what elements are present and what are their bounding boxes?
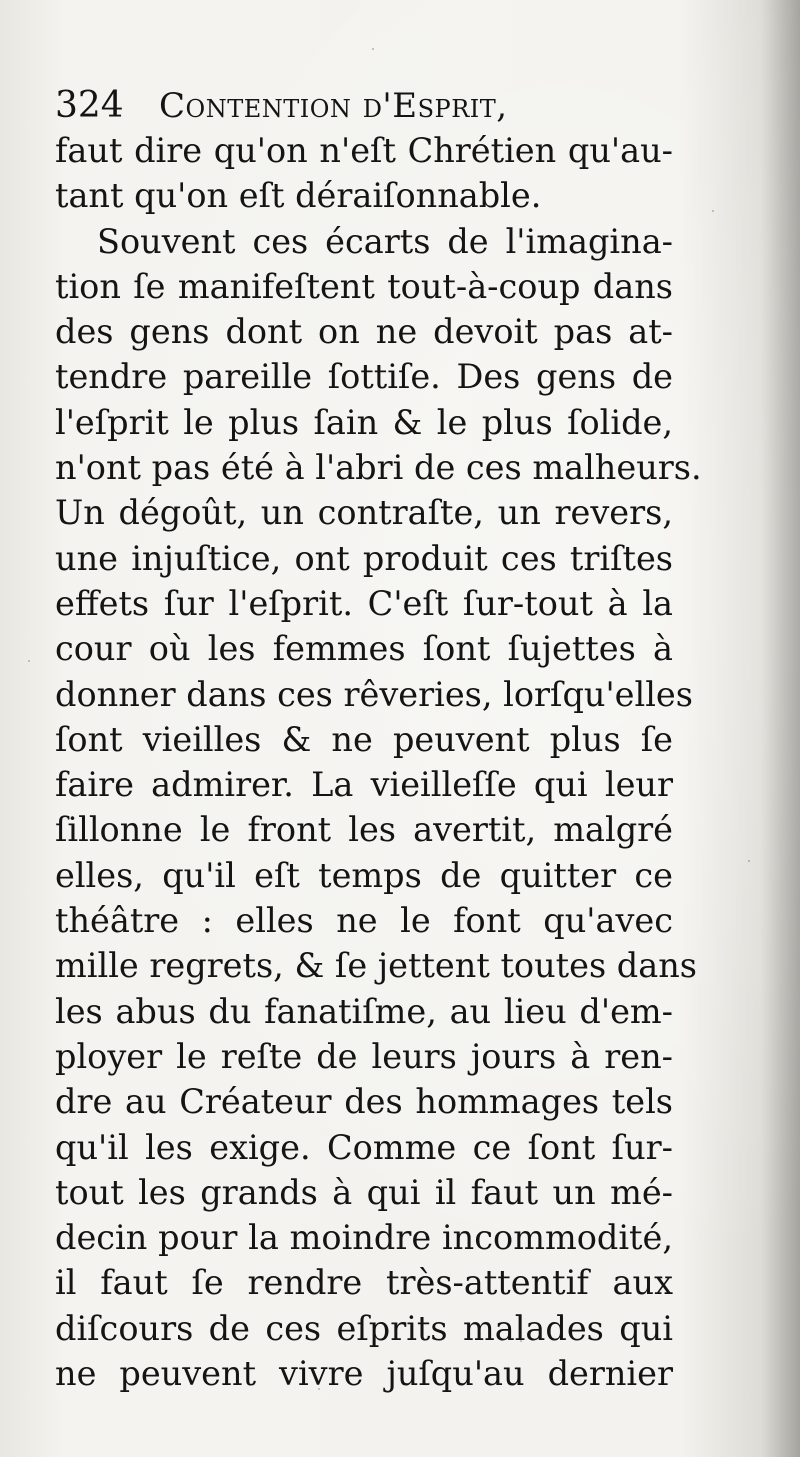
text-line: l'eſprit le plus ſain & le plus ſolide, (55, 402, 673, 442)
text-line: Un dégoût, un contraſte, un revers, (55, 493, 673, 533)
text-line: ſont vieilles & ne peuvent plus ſe (55, 719, 673, 759)
text-line: tant qu'on eſt déraiſonnable. (55, 176, 542, 216)
text-line: faut dire qu'on n'eſt Chrétien qu'au- (55, 131, 673, 170)
text-line: une injuſtice, ont produit ces triſtes (55, 538, 673, 578)
paper-speck (520, 1340, 522, 1342)
text-line: qu'il les exige. Comme ce ſont ſur- (55, 1127, 673, 1167)
text-line: tout les grands à qui il faut un mé- (55, 1172, 673, 1212)
text-line: ployer le reſte de leurs jours à ren- (55, 1036, 673, 1076)
text-line: mille regrets, & ſe jettent toutes dans (55, 946, 697, 986)
text-line: faire admirer. La vieilleſſe qui leur (55, 765, 673, 805)
text-line: decin pour la moindre incommodité, (55, 1218, 673, 1258)
body-text (55, 128, 702, 1396)
text-line: cour où les femmes ſont ſujettes à (55, 629, 673, 669)
paper-speck (748, 860, 750, 862)
text-line: il faut ſe rendre très-attentif aux (55, 1263, 673, 1303)
page-number: 324 (55, 85, 124, 126)
text-line: Souvent ces écarts de l'imagina- (97, 221, 673, 261)
text-line: ſillonne le front les avertit, malgré (55, 810, 673, 850)
text-line: dre au Créateur des hommages tels (55, 1082, 673, 1122)
paper-speck (712, 210, 714, 212)
text-line: tendre pareille ſottiſe. Des gens de (55, 357, 673, 397)
text-line: théâtre : elles ne le font qu'avec (55, 901, 673, 941)
paper-speck (372, 48, 374, 50)
text-line: les abus du fanatiſme, au lieu d'em- (55, 991, 673, 1031)
text-line: n'ont pas été à l'abri de ces malheurs. (55, 448, 702, 488)
text-line: donner dans ces rêveries, lorſqu'elles (55, 674, 693, 714)
text-line: tion ſe manifeſtent tout-à-coup dans (55, 266, 673, 306)
text-line: ne peuvent vivre juſqu'au dernier (55, 1354, 673, 1394)
text-line: elles, qu'il eſt temps de quitter ce (55, 855, 673, 895)
running-title: Contention d'Esprit, (159, 86, 508, 126)
page-header (55, 82, 655, 134)
text-line: effets ſur l'eſprit. C'eſt ſur-tout à la (55, 583, 673, 623)
text-line: des gens dont on ne devoit pas at- (55, 312, 673, 352)
paper-speck (28, 660, 30, 662)
text-line: diſcours de ces eſprits malades qui (55, 1308, 673, 1348)
page-gutter-shadow (760, 0, 800, 1457)
paper-speck (318, 1388, 320, 1390)
